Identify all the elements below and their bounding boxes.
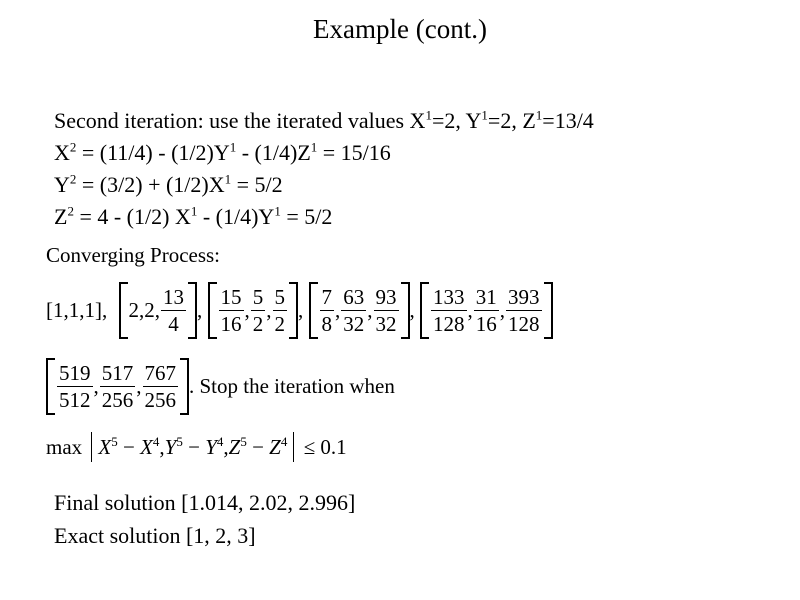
final-solution: Final solution [1.014, 2.02, 2.996] bbox=[54, 490, 356, 515]
exact-solution: Exact solution [1, 2, 3] bbox=[54, 523, 256, 548]
vector-iter-1: 2,2, $\frac{13}{4}$ bbox=[119, 282, 198, 339]
equation-x2: $X^2 = (11/4) - (1/2)Y^1 - (1/4)Z^1 = 15/16$ bbox=[54, 139, 391, 165]
iteration-intro-line: Second iteration: use the iterated values $X^1=2$, $Y^1=2$, $Z^1=13/4$ bbox=[54, 107, 594, 133]
abs-diff-expression: $X^5 - X^4,Y^5 - Y^4,Z^5 - Z^4$ bbox=[91, 432, 294, 462]
slide-title: Example (cont.) bbox=[313, 14, 487, 44]
stopping-criterion: $\max X^5 - X^4,Y^5 - Y^4,Z^5 - Z^4 \le 0.1$ bbox=[46, 432, 347, 462]
vector-row-1: [1,1,1], 2,2, $\frac{13}{4}$ , $\frac{15}{16}$ , $\frac{5}{2}$ , $\frac{5}{2}$ , $\frac{7}{8}$ , $\frac{63}{32}$ , $\frac{93}{32}$ , $\frac{133}{128}$ , $\frac{31}{16}$ , $\frac{393}{128}$ bbox=[46, 282, 553, 339]
equation-z2: $Z^2 = 4 - (1/2)$ $X^1 - (1/4)Y^1 = 5/2$ bbox=[54, 203, 333, 229]
converging-label: Converging Process: bbox=[46, 243, 221, 267]
vector-iter-4: $\frac{133}{128}$ , $\frac{31}{16}$ , $\frac{393}{128}$ bbox=[420, 282, 553, 339]
vector-iter-5: $\frac{519}{512}$ , $\frac{517}{256}$ , $\frac{767}{256}$ bbox=[46, 358, 189, 415]
start-vector: [1,1,1], bbox=[46, 298, 108, 322]
stop-text: . Stop the iteration when bbox=[189, 374, 395, 398]
vector-iter-2: $\frac{15}{16}$ , $\frac{5}{2}$ , $\frac{5}{2}$ bbox=[208, 282, 299, 339]
vector-row-2 bbox=[46, 358, 395, 415]
equation-y2: $Y^2 = (3/2) + (1/2)X^1 = 5/2$ bbox=[54, 171, 283, 197]
vector-iter-3: $\frac{7}{8}$ , $\frac{63}{32}$ , $\frac{93}{32}$ bbox=[309, 282, 410, 339]
